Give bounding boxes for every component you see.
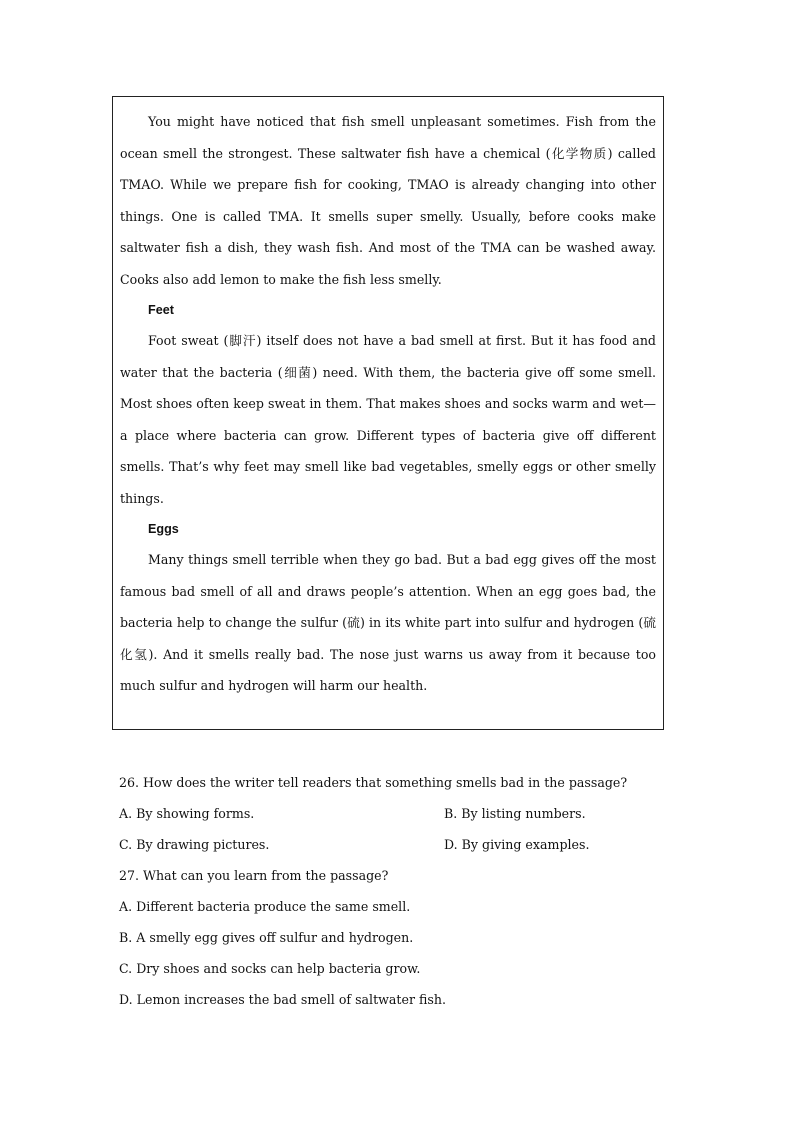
question-26-option-a: A. By showing forms. <box>119 806 255 821</box>
question-26-stem: 26. How does the writer tell readers that something smells bad in the passage? <box>119 775 628 790</box>
question-27-option-d: D. Lemon increases the bad smell of saltwater fish. <box>119 992 446 1007</box>
question-26-options-row-1 <box>119 798 675 829</box>
question-27-option-c: C. Dry shoes and socks can help bacteria grow. <box>119 961 421 976</box>
question-26-options-row-2 <box>119 829 675 860</box>
question-26-option-d: D. By giving examples. <box>444 837 590 852</box>
passage-intro-paragraph: You might have noticed that fish smell unpleasant sometimes. Fish from the ocean smell the strongest. These saltwater fish have a chemical (化学物质) called TMAO. While we prepare fish for cooking, TMAO is already changing into other things. One is called TMA. It smells super smelly. Usually, before cooks make saltwater fish a dish, they wash fish. And most of the TMA can be washed away. Cooks also add lemon to make the fish less smelly. <box>120 114 656 287</box>
feet-heading: Feet <box>148 303 174 317</box>
question-26-option-c: C. By drawing pictures. <box>119 837 270 852</box>
feet-paragraph: Foot sweat (脚汗) itself does not have a bad smell at first. But it has food and water that the bacteria (细菌) need. With them, the bacteria give off some smell. Most shoes often keep sweat in them. That makes shoes and socks warm and wet—a place where bacteria can grow. Different types of bacteria give off different smells. That’s why feet may smell like bad vegetables, smelly eggs or other smelly things. <box>120 333 656 506</box>
question-27-stem: 27. What can you learn from the passage? <box>119 868 389 883</box>
question-27-option-b: B. A smelly egg gives off sulfur and hydrogen. <box>119 930 414 945</box>
question-26-option-b: B. By listing numbers. <box>444 806 586 821</box>
eggs-heading: Eggs <box>148 522 179 536</box>
eggs-paragraph: Many things smell terrible when they go bad. But a bad egg gives off the most famous bad smell of all and draws people’s attention. When an egg goes bad, the bacteria help to change the sulfur (硫) in its white part into sulfur and hydrogen (硫化氢). And it smells really bad. The nose just warns us away from it because too much sulfur and hydrogen will harm our health. <box>120 552 656 693</box>
questions-section <box>119 767 675 1015</box>
reading-passage-box <box>112 96 664 730</box>
question-27-option-a: A. Different bacteria produce the same smell. <box>119 899 411 914</box>
